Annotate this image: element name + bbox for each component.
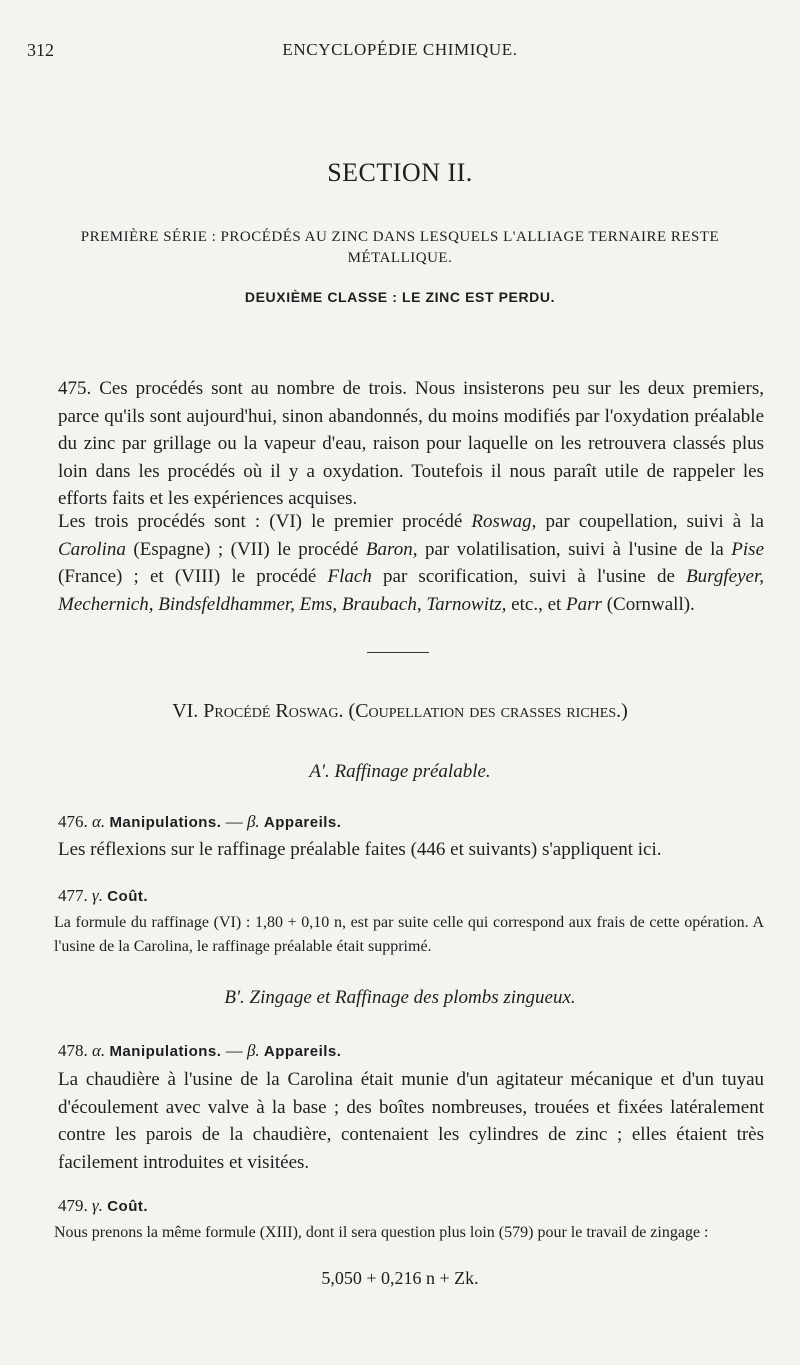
subhead-476: [58, 812, 764, 832]
greek-letter: α.: [92, 812, 106, 831]
heading-title: Procédé Roswag.: [203, 700, 344, 722]
greek-letter: γ.: [92, 1196, 103, 1215]
label-cout: Coût.: [107, 888, 149, 905]
label-manipulations: Manipulations.: [109, 1043, 222, 1060]
running-header: [0, 40, 800, 64]
name-baron: Baron,: [365, 538, 418, 560]
serie-title: PREMIÈRE SÉRIE : PROCÉDÉS AU ZINC DANS LESQUELS L'ALLIAGE TERNAIRE RESTE MÉTALLIQUE.: [80, 229, 720, 266]
label-appareils: Appareils.: [263, 1043, 342, 1060]
cost-formula: 5,050 + 0,216 n + Zk.: [321, 1268, 479, 1288]
subheading-a-prime: A'. Raffinage préalable.: [309, 761, 491, 782]
paragraph-number: 475.: [58, 378, 92, 399]
running-title: ENCYCLOPÉDIE CHIMIQUE.: [282, 40, 518, 59]
paragraph-476: Les réflexions sur le raffinage préalable faites (446 et suivants) s'appliquent ici.: [58, 839, 662, 860]
text-run: etc., et: [506, 593, 567, 615]
separator-rule: [367, 652, 429, 653]
label-manipulations: Manipulations.: [109, 814, 222, 831]
paragraph-text: Ces procédés sont au nombre de trois. Nous insisterons peu sur les deux premiers, parce qu'ils sont aujourd'hui, sinon abandonnés, du moins modifiés par l'oxydation préalable du zinc par grillage ou la vapeur d'eau, raison pour laquelle on les retrouvera classés plus loin dans les procédés où il y a oxydation. Toutefois il nous paraît utile de rappeler les efforts faits et les expériences acquises.: [58, 378, 765, 509]
text-run: (Cornwall).: [601, 593, 695, 615]
name-pise: Pise: [731, 538, 765, 560]
greek-letter: α.: [92, 1041, 106, 1060]
heading-roswag-process: [40, 700, 760, 723]
dash: —: [225, 812, 243, 831]
subheading-b-prime: B'. Zingage et Raffinage des plombs zingueux.: [224, 987, 576, 1008]
label-appareils: Appareils.: [263, 814, 342, 831]
text-run: , par coupellation, suivi à la: [531, 511, 764, 532]
name-roswag: Roswag: [471, 511, 532, 532]
greek-letter: γ.: [92, 886, 103, 905]
label-cout: Coût.: [107, 1198, 149, 1215]
paragraph-number: 477.: [58, 886, 88, 905]
paragraph-479: Nous prenons la même formule (XIII), dont il sera question plus loin (579) pour le travail de zingage :: [54, 1224, 709, 1241]
name-parr: Parr: [566, 593, 602, 615]
name-flach: Flach: [327, 566, 372, 587]
paragraph-475: [58, 375, 764, 513]
name-carolina: Carolina: [58, 538, 126, 560]
text-run: par scorification, suivi à l'usine de: [371, 566, 687, 587]
subhead-479: [58, 1196, 764, 1216]
classe-title: DEUXIÈME CLASSE : LE ZINC EST PERDU.: [244, 289, 556, 305]
paragraph-three-processes: [58, 508, 764, 618]
paragraph-478: La chaudière à l'usine de la Carolina était munie d'un agitateur mécanique et d'un tuyau d'écoulement avec valve à la base ; des boîtes nombreuses, trouées et fixées latéralement contre les parois de la chaudière, contenaient les cylindres de zinc ; elles étaient très facilement introduites et visitées.: [58, 1069, 764, 1173]
text-run: par volatilisation, suivi à l'usine de la: [417, 538, 732, 560]
subhead-478: [58, 1041, 764, 1061]
text-run: Les trois procédés sont : (VI) le premier procédé: [58, 511, 472, 532]
subhead-477: [58, 886, 764, 906]
heading-number: VI.: [172, 700, 204, 722]
greek-letter: β.: [246, 812, 260, 831]
paragraph-477: La formule du raffinage (VI) : 1,80 + 0,10 n, est par suite celle qui correspond aux frais de cette opération. A l'usine de la Carolina, le raffinage préalable était supprimé.: [54, 914, 764, 955]
greek-letter: β.: [246, 1041, 260, 1060]
paragraph-number: 476.: [58, 812, 88, 831]
page-number: 312: [27, 40, 54, 60]
place-names: Burgfeyer, Mechernich, Bindsfeldhammer, Ems, Braubach, Tarnowitz,: [58, 566, 764, 615]
paragraph-number: 478.: [58, 1041, 88, 1060]
text-run: (Espagne) ; (VII) le procédé: [125, 538, 366, 560]
text-run: (France) ; et (VIII) le procédé: [58, 566, 328, 587]
paragraph-number: 479.: [58, 1196, 88, 1215]
section-title: SECTION II.: [327, 158, 473, 187]
dash: —: [225, 1041, 243, 1060]
heading-subtitle: (Coupellation des crasses riches.): [343, 700, 628, 722]
